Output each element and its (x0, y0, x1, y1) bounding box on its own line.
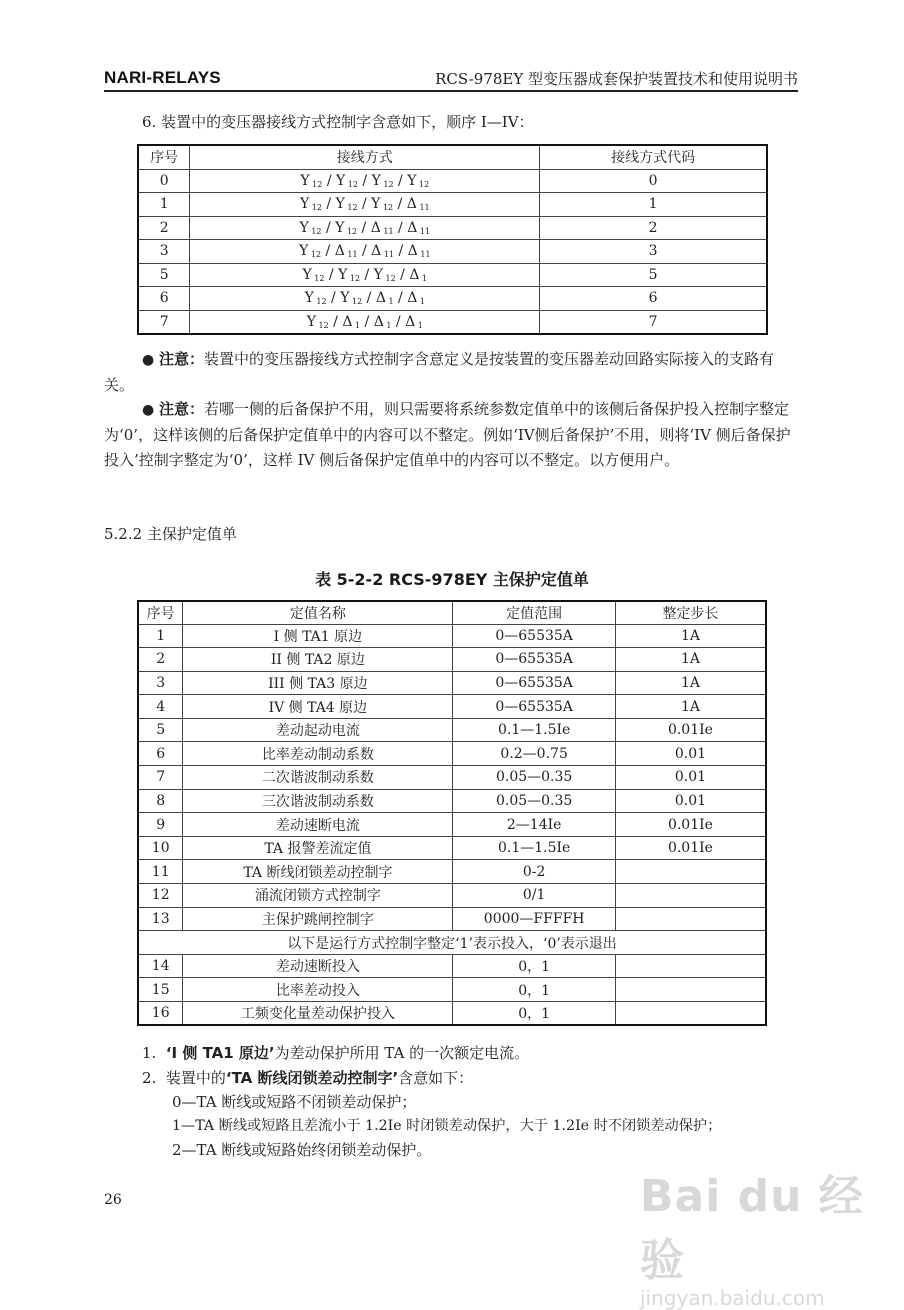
setting-step: 1A (615, 695, 766, 719)
col-header-wiring: 接线方式 (190, 145, 540, 169)
footnote-1 (142, 1041, 529, 1066)
table-row (138, 240, 767, 264)
bullet-icon: ● (142, 402, 155, 418)
setting-name: I 侧 TA1 原边 (183, 624, 453, 648)
row-number: 15 (138, 978, 183, 1002)
table-row (138, 813, 766, 837)
note-label: 注意： (159, 350, 205, 368)
wiring-code: 3 (540, 240, 767, 264)
setting-step (615, 907, 766, 931)
item-6-text: 6. 装置中的变压器接线方式控制字含意如下，顺序 I—IV： (142, 113, 534, 131)
bullet-icon: ● (142, 352, 155, 368)
option-2: 2—TA 断线或短路始终闭锁差动保护。 (172, 1141, 432, 1159)
col-header-name: 定值名称 (183, 601, 453, 624)
setting-name: 二次谐波制动系数 (183, 766, 453, 790)
setting-name: TA 断线闭锁差动控制字 (183, 860, 453, 884)
row-number: 13 (138, 907, 183, 931)
row-number: 7 (138, 310, 190, 334)
setting-step: 1A (615, 671, 766, 695)
setting-name: 差动速断电流 (183, 813, 453, 837)
row-number: 1 (138, 624, 183, 648)
setting-range: 2—14Ie (453, 813, 616, 837)
setting-step: 0.01 (615, 789, 766, 813)
row-number: 5 (138, 718, 183, 742)
wiring-code: 6 (540, 287, 767, 311)
setting-name: 比率差动投入 (183, 978, 453, 1002)
setting-name: 差动速断投入 (183, 954, 453, 978)
wiring-method: Y $_{12}$ / Y $_{12}$ / Y $_{12}$ / Y $_{12}$ (190, 169, 540, 193)
table-row (138, 718, 766, 742)
setting-name: 工频变化量差动保护投入 (183, 1002, 453, 1026)
row-number: 7 (138, 766, 183, 790)
note-text: 若哪一侧的后备保护不用，则只需要将系统参数定值单中的该侧后备保护投入控制字整定为‘0’，这样该侧的后备保护定值单中的内容可以不整定。例如‘IV侧后备保护’不用，则将‘IV 侧后备保护投入’控制字整定为‘0’，这样 IV 侧后备保护定值单中的内容可以不整定。以方便用户。 (104, 400, 791, 469)
note-label: 注意： (159, 400, 205, 418)
row-number: 2 (138, 648, 183, 672)
wiring-table (137, 144, 768, 335)
table-row (138, 954, 766, 978)
setting-step: 1A (615, 624, 766, 648)
setting-name: TA 报警差流定值 (183, 836, 453, 860)
setting-step (615, 978, 766, 1002)
setting-range: 0.2—0.75 (453, 742, 616, 766)
setting-name: II 侧 TA2 原边 (183, 648, 453, 672)
setting-name: 三次谐波制动系数 (183, 789, 453, 813)
table-row (138, 169, 767, 193)
table-row (138, 1002, 766, 1026)
row-number: 4 (138, 695, 183, 719)
footnote-number: 1. (142, 1044, 157, 1062)
setting-name: 比率差动制动系数 (183, 742, 453, 766)
setting-step (615, 954, 766, 978)
row-number: 11 (138, 860, 183, 884)
row-number: 6 (138, 742, 183, 766)
setting-range: 0—65535A (453, 624, 616, 648)
row-number: 3 (138, 240, 190, 264)
setting-step: 1A (615, 648, 766, 672)
header-divider (104, 90, 798, 92)
row-number: 1 (138, 193, 190, 217)
table-row (138, 742, 766, 766)
section-heading: 5.2.2 主保护定值单 (104, 525, 237, 543)
note-2 (104, 397, 800, 473)
table-row (138, 836, 766, 860)
wiring-code: 7 (540, 310, 767, 334)
row-number: 14 (138, 954, 183, 978)
note-text: 装置中的变压器接线方式控制字含意定义是按装置的变压器差动回路实际接入的支路有关。 (104, 350, 775, 394)
row-number: 9 (138, 813, 183, 837)
wiring-method: Y $_{12}$ / Δ $_{11}$ / Δ $_{11}$ / Δ $_{11}$ (190, 240, 540, 264)
setting-step: 0.01 (615, 742, 766, 766)
setting-range: 0.05—0.35 (453, 789, 616, 813)
setting-step (615, 1002, 766, 1026)
span-row (138, 931, 766, 955)
col-header-range: 定值范围 (453, 601, 616, 624)
table-row (138, 978, 766, 1002)
note-1 (104, 347, 800, 398)
span-row-text: 以下是运行方式控制字整定‘1’表示投入，‘0’表示退出 (138, 931, 766, 955)
wiring-method: Y $_{12}$ / Δ $_1$ / Δ $_1$ / Δ $_1$ (190, 310, 540, 334)
setting-range: 0.1—1.5Ie (453, 718, 616, 742)
footnote-text: 含意如下： (398, 1069, 474, 1087)
table-row (138, 695, 766, 719)
setting-name: III 侧 TA3 原边 (183, 671, 453, 695)
setting-step (615, 884, 766, 908)
col-header-no: 序号 (138, 145, 190, 169)
table-row (138, 287, 767, 311)
col-header-step: 整定步长 (615, 601, 766, 624)
col-header-code: 接线方式代码 (540, 145, 767, 169)
row-number: 2 (138, 216, 190, 240)
table-row (138, 624, 766, 648)
setting-range: 0/1 (453, 884, 616, 908)
wiring-method: Y $_{12}$ / Y $_{12}$ / Y $_{12}$ / Δ $_{11}$ (190, 193, 540, 217)
table-row (138, 907, 766, 931)
table-row (138, 310, 767, 334)
table-row (138, 193, 767, 217)
setting-range: 0—65535A (453, 671, 616, 695)
footnote-bold: ‘I 侧 TA1 原边’ (165, 1044, 275, 1062)
setting-step (615, 860, 766, 884)
setting-range: 0，1 (453, 954, 616, 978)
setting-step: 0.01Ie (615, 718, 766, 742)
watermark-logo: Bai du 经验 (640, 1171, 864, 1286)
setting-range: 0000—FFFFH (453, 907, 616, 931)
brand-logo: NARI-RELAYS (104, 68, 221, 87)
setting-range: 0，1 (453, 978, 616, 1002)
settings-table (137, 600, 767, 1026)
setting-range: 0—65535A (453, 695, 616, 719)
footnote-bold: ‘TA 断线闭锁差动控制字’ (225, 1069, 399, 1087)
wiring-method: Y $_{12}$ / Y $_{12}$ / Y $_{12}$ / Δ $_1$ (190, 263, 540, 287)
setting-range: 0.05—0.35 (453, 766, 616, 790)
table-row (138, 860, 766, 884)
wiring-method: Y $_{12}$ / Y $_{12}$ / Δ $_{11}$ / Δ $_{11}$ (190, 216, 540, 240)
table-caption: 表 5-2-2 RCS-978EY 主保护定值单 (315, 570, 589, 589)
watermark (640, 1160, 904, 1310)
table-row (138, 263, 767, 287)
row-number: 0 (138, 169, 190, 193)
footnote-text: 为差动保护所用 TA 的一次额定电流。 (274, 1044, 530, 1062)
row-number: 16 (138, 1002, 183, 1026)
setting-name: 涌流闭锁方式控制字 (183, 884, 453, 908)
wiring-code: 0 (540, 169, 767, 193)
table-row (138, 884, 766, 908)
setting-name: 主保护跳闸控制字 (183, 907, 453, 931)
setting-step: 0.01Ie (615, 836, 766, 860)
wiring-code: 2 (540, 216, 767, 240)
page-number: 26 (104, 1192, 122, 1208)
wiring-code: 5 (540, 263, 767, 287)
row-number: 12 (138, 884, 183, 908)
footnote-number: 2. (142, 1069, 157, 1087)
setting-range: 0.1—1.5Ie (453, 836, 616, 860)
table-row (138, 648, 766, 672)
row-number: 3 (138, 671, 183, 695)
setting-name: 差动起动电流 (183, 718, 453, 742)
wiring-code: 1 (540, 193, 767, 217)
table-row (138, 789, 766, 813)
table-row (138, 671, 766, 695)
row-number: 5 (138, 263, 190, 287)
setting-range: 0—65535A (453, 648, 616, 672)
table-row (138, 766, 766, 790)
col-header-no: 序号 (138, 601, 183, 624)
setting-range: 0-2 (453, 860, 616, 884)
setting-range: 0，1 (453, 1002, 616, 1026)
row-number: 6 (138, 287, 190, 311)
row-number: 10 (138, 836, 183, 860)
setting-step: 0.01 (615, 766, 766, 790)
setting-step: 0.01Ie (615, 813, 766, 837)
row-number: 8 (138, 789, 183, 813)
document-title: RCS-978EY 型变压器成套保护装置技术和使用说明书 (435, 70, 798, 88)
setting-name: IV 侧 TA4 原边 (183, 695, 453, 719)
option-0: 0—TA 断线或短路不闭锁差动保护； (172, 1093, 417, 1111)
wiring-method: Y $_{12}$ / Y $_{12}$ / Δ $_1$ / Δ $_1$ (190, 287, 540, 311)
footnote-2 (142, 1066, 473, 1091)
footnote-text: 装置中的 (165, 1069, 226, 1087)
option-1: 1—TA 断线或短路且差流小于 1.2Ie 时闭锁差动保护，大于 1.2Ie 时不闭锁差动保护； (172, 1118, 722, 1134)
watermark-url: jingyan.baidu.com (640, 1286, 825, 1310)
table-row (138, 216, 767, 240)
